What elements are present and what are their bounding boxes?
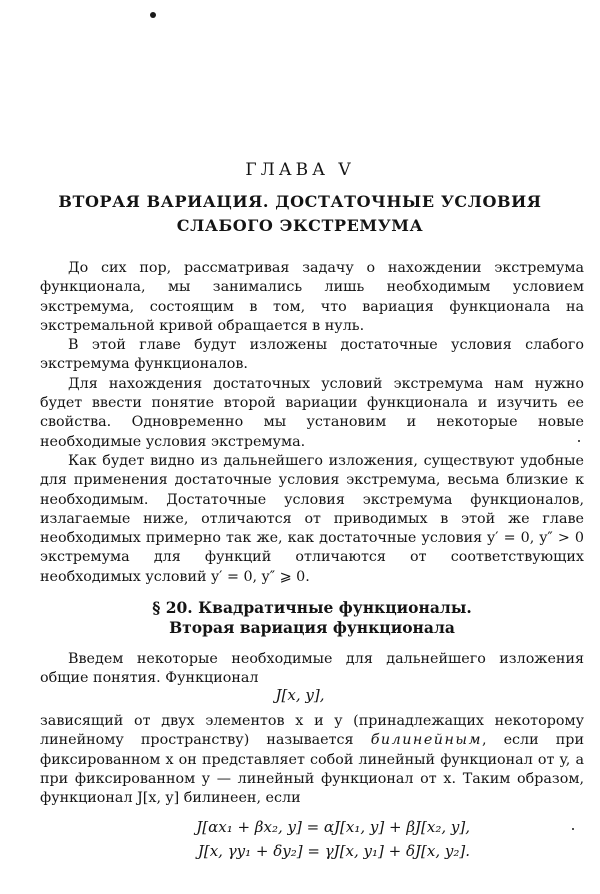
section-title-line2: Вторая вариация функционала <box>169 618 455 637</box>
body-paragraph: Введем некоторые необходимые для дальнейшего изложения общие понятия. Функционал <box>40 651 584 687</box>
section-title <box>40 598 584 638</box>
bilinear-definition <box>40 712 584 808</box>
body-paragraph <box>40 712 584 808</box>
intro-paragraph: До сих пор, рассматривая задачу о нахождении экстремума функционала, мы занимались лишь необходимым условием экстремума, состоящим в том, что вариация функционала на экстремальной кривой обращается в нуль. <box>40 260 584 334</box>
definition-text-end: , если при фиксированном x он представляет собой линейный функционал от y, а при фиксированном y — линейный функционал от x. Таким образом, функционал J[x, y] билинеен, если <box>40 732 584 807</box>
intro-paragraph: В этой главе будут изложены достаточные условия слабого экстремума функционалов. <box>40 337 584 373</box>
formula-linearity-second-arg: J[x, γy₁ + δy₂] = γJ[x, y₁] + δJ[x, y₂]. <box>197 842 470 860</box>
section-intro <box>40 650 584 689</box>
chapter-title-line2: СЛАБОГО ЭКСТРЕМУМА <box>176 216 424 235</box>
print-speck <box>150 12 156 18</box>
chapter-intro <box>40 259 584 587</box>
chapter-number: ГЛАВА V <box>245 160 355 180</box>
intro-paragraph: Как будет видно из дальнейшего изложения, существуют удобные для применения достаточные условия экстремума, весьма близкие к необходимым. Достаточные условия экстремума функционалов, излагаемые ниже, отличаются от приводимых в этой же главе необходимых примерно так же, как достаточные условия y′ = 0, y″ > 0 экстремума для функций отличаются от соответствующих необходимых условий y′ = 0, y″ ⩾ 0. <box>40 452 584 585</box>
chapter-title-line1: ВТОРАЯ ВАРИАЦИЯ. ДОСТАТОЧНЫЕ УСЛОВИЯ <box>58 192 542 211</box>
term-bilinear: билинейным <box>370 732 482 749</box>
section-title-line1: § 20. Квадратичные функционалы. <box>152 598 472 617</box>
intro-paragraph: Для нахождения достаточных условий экстремума нам нужно будет ввести понятие второй вариации функционала и изучить ее свойства. Одновременно мы установим и некоторые новые необходимые условия экстремума. <box>40 375 584 450</box>
definition-text-start: зависящий от двух элементов x и y (принадлежащих некоторому линейному пространству) называется <box>40 713 584 749</box>
formula-linearity-first-arg: J[αx₁ + βx₂, y] = αJ[x₁, y] + βJ[x₂, y], <box>196 818 470 836</box>
formula-bilinear-functional: J[x, y], <box>275 686 325 704</box>
chapter-title <box>40 190 560 238</box>
print-speck <box>572 828 574 830</box>
